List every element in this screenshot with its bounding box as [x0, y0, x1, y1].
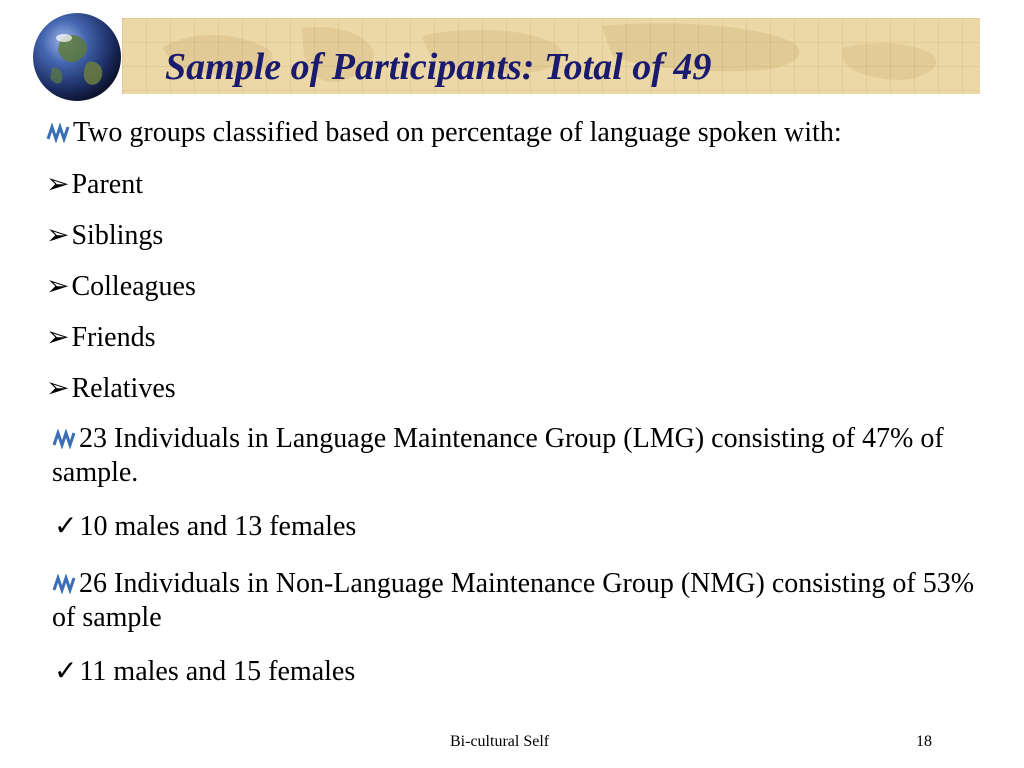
nmg-check-text: 11 males and 15 females [79, 656, 356, 687]
list-item-label: Parent [71, 169, 143, 200]
arrow-bullet-icon: ➢ [46, 169, 70, 200]
intro-text: Two groups classified based on percentage of language spoken with: [73, 117, 842, 148]
list-item [46, 372, 176, 406]
nmg-text: 26 Individuals in Non-Language Maintenance Group (NMG) consisting of 53% of sample [52, 568, 975, 633]
check-icon: ✓ [54, 511, 78, 542]
list-item-label: Relatives [71, 373, 176, 404]
list-item [46, 270, 196, 304]
lmg-paragraph [52, 422, 1002, 490]
intro-line [46, 116, 842, 150]
arrow-bullet-icon: ➢ [46, 220, 70, 251]
slide-title: Sample of Participants: Total of 49 [165, 46, 712, 88]
nmg-check-line [54, 655, 355, 689]
wave-bullet-icon [46, 118, 72, 138]
globe-icon [30, 10, 124, 104]
list-item-label: Siblings [71, 220, 164, 251]
list-item [46, 219, 163, 253]
wave-bullet-icon [52, 569, 78, 589]
footer-title: Bi-cultural Self [450, 733, 550, 750]
check-icon: ✓ [54, 656, 78, 687]
lmg-text: 23 Individuals in Language Maintenance Group (LMG) consisting of 47% of sample. [52, 423, 944, 488]
list-item-label: Friends [71, 322, 156, 353]
page-number: 18 [916, 733, 932, 750]
lmg-check-text: 10 males and 13 females [79, 511, 357, 542]
arrow-bullet-icon: ➢ [46, 373, 70, 404]
wave-bullet-icon [52, 424, 78, 444]
list-item-label: Colleagues [71, 271, 196, 302]
list-item [46, 168, 143, 202]
list-item [46, 321, 155, 355]
nmg-paragraph [52, 567, 1002, 635]
arrow-bullet-icon: ➢ [46, 322, 70, 353]
arrow-bullet-icon: ➢ [46, 271, 70, 302]
lmg-check-line [54, 510, 356, 544]
